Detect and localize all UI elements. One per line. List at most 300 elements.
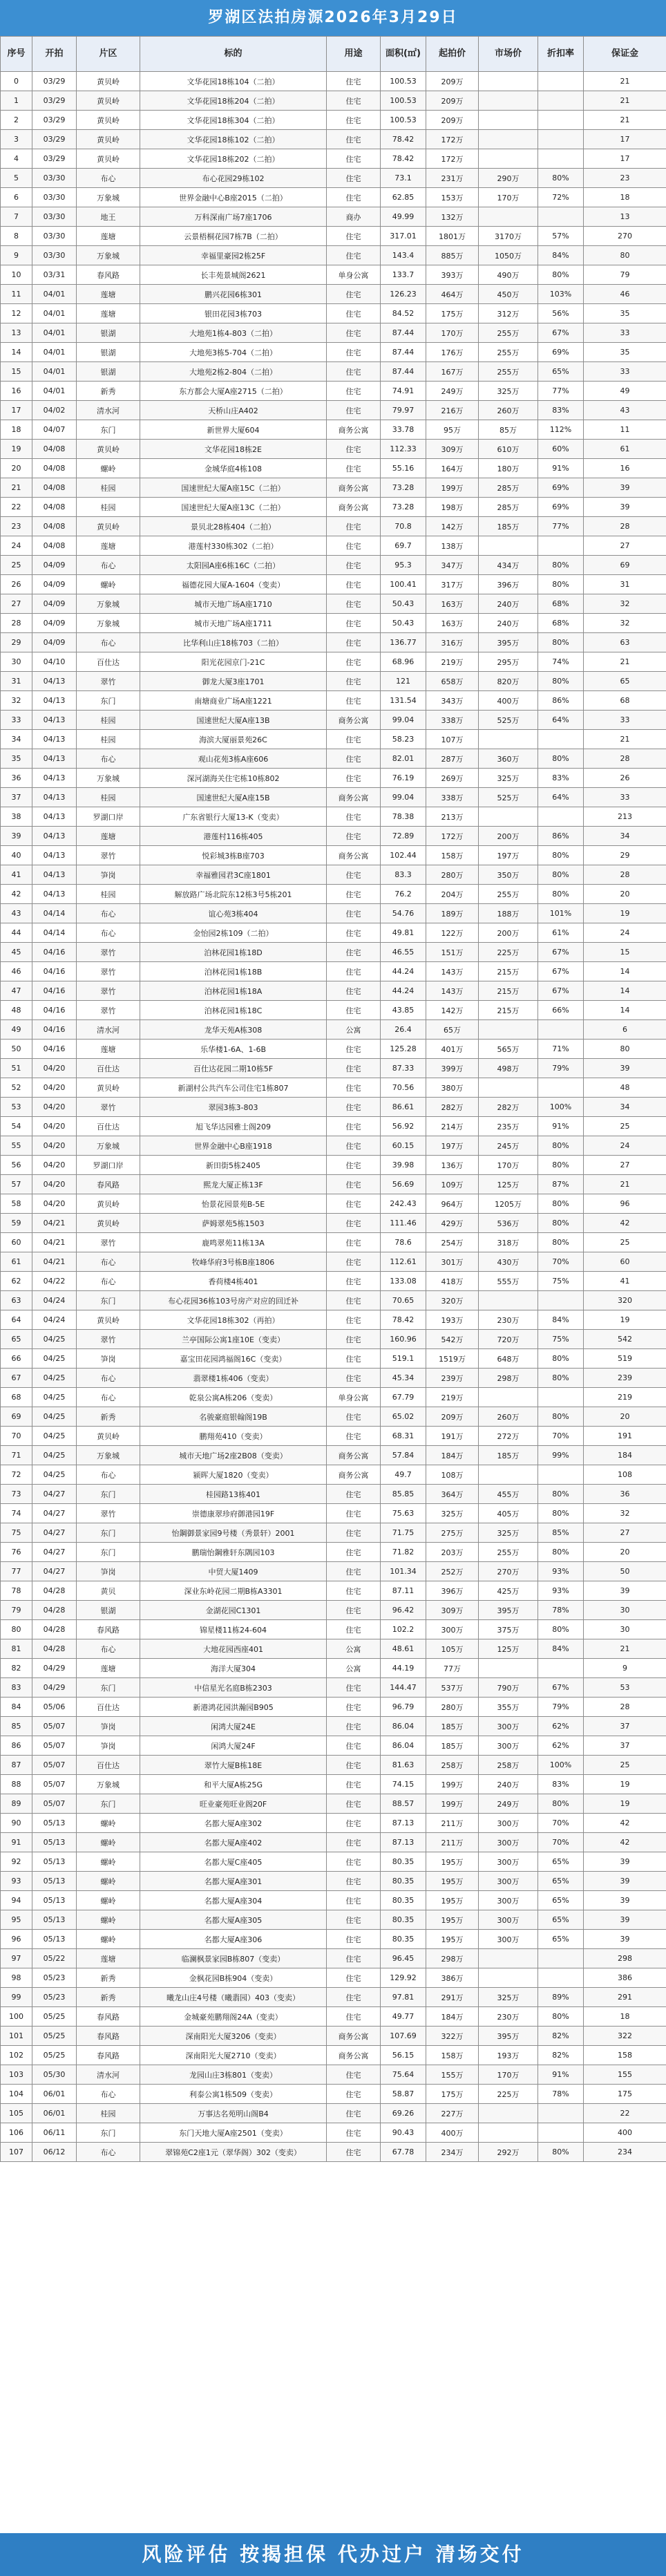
cell-index: 85 [1,1717,32,1736]
cell-discount [538,1949,584,1968]
cell-area: 67.78 [381,2143,426,2162]
table-row [1,1736,666,1756]
cell-discount: 75% [538,1330,584,1349]
cell-market-price: 285万 [479,478,538,498]
cell-market-price [479,91,538,111]
table-row [1,827,666,846]
table-row [1,2007,666,2027]
cell-district: 莲塘 [77,227,140,246]
cell-market-price: 285万 [479,498,538,517]
cell-deposit: 542 [584,1330,666,1349]
cell-discount [538,730,584,749]
cell-date: 04/20 [32,1117,77,1136]
cell-deposit: 298 [584,1949,666,1968]
cell-target: 中信星光名庭B栋2303 [140,1678,327,1698]
cell-district: 黄贝岭 [77,440,140,459]
cell-area: 62.85 [381,188,426,207]
cell-target: 利泰公寓1栋509（变卖） [140,2085,327,2104]
table-row [1,1291,666,1310]
cell-market-price: 255万 [479,362,538,382]
cell-target: 金湖花园C1301 [140,1601,327,1620]
cell-market-price: 255万 [479,885,538,904]
cell-market-price [479,2123,538,2143]
cell-index: 99 [1,1988,32,2007]
cell-market-price: 230万 [479,1310,538,1330]
cell-deposit: 19 [584,1794,666,1814]
cell-start-price: 204万 [426,885,479,904]
cell-index: 2 [1,111,32,130]
cell-district: 桂园 [77,730,140,749]
cell-index: 45 [1,943,32,962]
cell-discount [538,1388,584,1407]
cell-date: 04/09 [32,556,77,575]
cell-district: 新秀 [77,1968,140,1988]
cell-index: 42 [1,885,32,904]
cell-market-price [479,1949,538,1968]
cell-area: 87.44 [381,362,426,382]
cell-date: 04/13 [32,846,77,865]
cell-start-price: 280万 [426,1698,479,1717]
cell-date: 03/30 [32,227,77,246]
cell-district: 银湖 [77,343,140,362]
cell-usage: 单身公寓 [327,1388,381,1407]
cell-start-price: 258万 [426,1756,479,1775]
cell-market-price: 188万 [479,904,538,923]
table-row [1,246,666,265]
table-row [1,1523,666,1543]
cell-district: 东门 [77,1485,140,1504]
cell-target: 泊林花园1栋18D [140,943,327,962]
cell-area: 26.4 [381,1020,426,1040]
cell-area: 100.53 [381,91,426,111]
cell-deposit: 68 [584,691,666,711]
cell-start-price: 203万 [426,1543,479,1562]
cell-district: 布心 [77,749,140,769]
cell-start-price: 291万 [426,1988,479,2007]
table-row [1,2123,666,2143]
cell-index: 65 [1,1330,32,1349]
cell-target: 金城豪苑鹏翔阁24A（变卖） [140,2007,327,2027]
cell-market-price: 312万 [479,304,538,323]
cell-usage: 住宅 [327,1543,381,1562]
cell-index: 80 [1,1620,32,1639]
cell-area: 121 [381,672,426,691]
cell-target: 文华花园18栋102（二拍） [140,130,327,149]
table-row [1,1562,666,1581]
cell-district: 莲塘 [77,1040,140,1059]
cell-discount [538,72,584,91]
cell-deposit: 32 [584,614,666,633]
cell-usage: 住宅 [327,1098,381,1117]
cell-target: 太阳园A座6栋16C（二拍） [140,556,327,575]
cell-deposit: 400 [584,2123,666,2143]
cell-district: 春风路 [77,1175,140,1194]
cell-index: 31 [1,672,32,691]
cell-market-price [479,149,538,169]
cell-index: 51 [1,1059,32,1078]
cell-area: 133.08 [381,1272,426,1291]
cell-area: 72.89 [381,827,426,846]
cell-date: 04/16 [32,981,77,1001]
cell-index: 40 [1,846,32,865]
cell-start-price: 213万 [426,807,479,827]
cell-deposit: 519 [584,1349,666,1369]
table-row [1,943,666,962]
cell-area: 317.01 [381,227,426,246]
cell-discount: 65% [538,1852,584,1872]
cell-area: 76.2 [381,885,426,904]
cell-start-price: 316万 [426,633,479,652]
cell-market-price: 1050万 [479,246,538,265]
table-row [1,769,666,788]
cell-usage: 住宅 [327,130,381,149]
cell-area: 86.61 [381,1098,426,1117]
cell-district: 翠竹 [77,1233,140,1252]
cell-index: 47 [1,981,32,1001]
cell-target: 金枫花园B栋904（变卖） [140,1968,327,1988]
cell-area: 46.55 [381,943,426,962]
cell-usage: 住宅 [327,2085,381,2104]
cell-district: 螺岭 [77,1891,140,1910]
cell-district: 百仕达 [77,1698,140,1717]
cell-target: 龙园山庄3栋801（变卖） [140,2065,327,2085]
cell-district: 春风路 [77,265,140,285]
cell-deposit: 42 [584,1833,666,1852]
cell-market-price: 820万 [479,672,538,691]
cell-usage: 住宅 [327,382,381,401]
cell-district: 新秀 [77,382,140,401]
cell-market-price: 434万 [479,556,538,575]
cell-date: 04/01 [32,323,77,343]
cell-deposit: 32 [584,594,666,614]
cell-index: 24 [1,536,32,556]
cell-deposit: 36 [584,1485,666,1504]
cell-discount [538,111,584,130]
cell-start-price: 193万 [426,1310,479,1330]
cell-district: 布心 [77,1388,140,1407]
cell-target: 翠园3栋3-803 [140,1098,327,1117]
cell-date: 04/09 [32,575,77,594]
col-header-date: 开拍 [32,37,77,72]
cell-index: 71 [1,1446,32,1465]
cell-start-price: 158万 [426,2046,479,2065]
cell-discount: 64% [538,711,584,730]
cell-index: 37 [1,788,32,807]
cell-index: 66 [1,1349,32,1369]
cell-area: 49.81 [381,923,426,943]
cell-area: 87.13 [381,1833,426,1852]
cell-discount [538,807,584,827]
cell-target: 文华花园18栋202（二拍） [140,149,327,169]
cell-start-price: 142万 [426,1001,479,1020]
cell-market-price: 375万 [479,1620,538,1639]
cell-discount: 80% [538,265,584,285]
cell-area: 80.35 [381,1872,426,1891]
cell-district: 东门 [77,1678,140,1698]
table-row [1,1891,666,1910]
cell-usage: 住宅 [327,1427,381,1446]
cell-target: 深业东岭花园二期B栋A3301 [140,1581,327,1601]
cell-market-price [479,1968,538,1988]
cell-index: 88 [1,1775,32,1794]
cell-deposit: 33 [584,711,666,730]
cell-target: 新世界大厦604 [140,420,327,440]
cell-area: 55.16 [381,459,426,478]
cell-usage: 住宅 [327,1194,381,1214]
table-row [1,1543,666,1562]
cell-district: 春风路 [77,2046,140,2065]
table-row [1,2104,666,2123]
cell-start-price: 400万 [426,2123,479,2143]
cell-date: 04/25 [32,1349,77,1369]
cell-target: 布心花园29栋102 [140,169,327,188]
cell-index: 64 [1,1310,32,1330]
cell-index: 90 [1,1814,32,1833]
cell-deposit: 21 [584,72,666,91]
cell-district: 黄贝岭 [77,517,140,536]
cell-start-price: 964万 [426,1194,479,1214]
cell-discount: 78% [538,1601,584,1620]
cell-area: 87.44 [381,343,426,362]
cell-target: 翠竹大厦B栋18E [140,1756,327,1775]
cell-market-price: 300万 [479,1891,538,1910]
cell-district: 莲塘 [77,827,140,846]
cell-date: 04/13 [32,885,77,904]
cell-start-price: 172万 [426,149,479,169]
cell-date: 04/25 [32,1427,77,1446]
cell-deposit: 213 [584,807,666,827]
table-row [1,169,666,188]
cell-area: 73.1 [381,169,426,188]
cell-area: 43.85 [381,1001,426,1020]
cell-usage: 住宅 [327,575,381,594]
cell-deposit: 291 [584,1988,666,2007]
cell-target: 比华利山庄18栋703（二拍） [140,633,327,652]
cell-target: 海洋大厦304 [140,1659,327,1678]
cell-date: 04/20 [32,1136,77,1156]
cell-usage: 住宅 [327,1910,381,1930]
table-row [1,691,666,711]
cell-deposit: 80 [584,246,666,265]
cell-date: 05/13 [32,1930,77,1949]
table-row [1,807,666,827]
cell-discount: 84% [538,246,584,265]
cell-start-price: 195万 [426,1930,479,1949]
cell-index: 70 [1,1427,32,1446]
cell-discount: 79% [538,1059,584,1078]
table-row [1,149,666,169]
cell-district: 笋岗 [77,865,140,885]
cell-district: 清水河 [77,401,140,420]
cell-start-price: 216万 [426,401,479,420]
cell-area: 60.15 [381,1136,426,1156]
cell-target: 名都大厦A座305 [140,1910,327,1930]
cell-index: 101 [1,2027,32,2046]
cell-target: 怡景花园景苑B-5E [140,1194,327,1214]
cell-start-price: 231万 [426,169,479,188]
cell-start-price: 195万 [426,1852,479,1872]
table-row [1,1427,666,1446]
col-header-index: 序号 [1,37,32,72]
cell-index: 94 [1,1891,32,1910]
table-row [1,1833,666,1852]
cell-deposit: 30 [584,1601,666,1620]
cell-district: 东门 [77,1543,140,1562]
table-row [1,711,666,730]
cell-target: 万事达名苑明山阁B4 [140,2104,327,2123]
cell-start-price: 219万 [426,1388,479,1407]
cell-usage: 住宅 [327,1775,381,1794]
cell-market-price: 125万 [479,1639,538,1659]
table-row [1,498,666,517]
cell-start-price: 300万 [426,1620,479,1639]
cell-deposit: 33 [584,362,666,382]
table-row [1,1968,666,1988]
cell-discount: 91% [538,459,584,478]
cell-target: 城市天地广场A座1711 [140,614,327,633]
table-row [1,111,666,130]
cell-discount [538,1291,584,1310]
cell-usage: 商务公寓 [327,711,381,730]
cell-date: 04/13 [32,749,77,769]
cell-market-price: 355万 [479,1698,538,1717]
cell-discount: 67% [538,981,584,1001]
cell-deposit: 13 [584,207,666,227]
cell-discount: 80% [538,169,584,188]
cell-target: 大地苑2栋2-804（二拍） [140,362,327,382]
cell-deposit: 24 [584,1136,666,1156]
cell-usage: 住宅 [327,149,381,169]
cell-usage: 住宅 [327,1156,381,1175]
cell-district: 罗湖口岸 [77,1156,140,1175]
cell-district: 桂园 [77,478,140,498]
col-header-deposit: 保证金 [584,37,666,72]
table-row [1,343,666,362]
cell-market-price: 565万 [479,1040,538,1059]
cell-discount [538,1659,584,1678]
cell-area: 87.11 [381,1581,426,1601]
cell-deposit: 175 [584,2085,666,2104]
cell-start-price: 185万 [426,1736,479,1756]
cell-area: 70.8 [381,517,426,536]
cell-discount: 80% [538,1194,584,1214]
cell-district: 新秀 [77,1988,140,2007]
cell-area: 67.79 [381,1388,426,1407]
cell-index: 100 [1,2007,32,2027]
cell-deposit: 60 [584,1252,666,1272]
cell-market-price [479,1388,538,1407]
table-row [1,730,666,749]
cell-area: 68.96 [381,652,426,672]
cell-index: 52 [1,1078,32,1098]
cell-target: 城市天地广场A座1710 [140,594,327,614]
cell-target: 幸福雅园君3C座1801 [140,865,327,885]
cell-index: 4 [1,149,32,169]
cell-deposit: 17 [584,149,666,169]
cell-discount: 62% [538,1736,584,1756]
cell-start-price: 380万 [426,1078,479,1098]
cell-index: 86 [1,1736,32,1756]
cell-deposit: 26 [584,769,666,788]
cell-target: 临澜枫景家园B栋807（变卖） [140,1949,327,1968]
cell-target: 名都大厦A座302 [140,1814,327,1833]
cell-target: 银田花园3栋703 [140,304,327,323]
cell-market-price [479,730,538,749]
cell-target: 牧峰华府3号栋B座1806 [140,1252,327,1272]
cell-area: 80.35 [381,1852,426,1872]
table-row [1,885,666,904]
cell-date: 05/22 [32,1949,77,1968]
cell-district: 螺岭 [77,575,140,594]
cell-deposit: 39 [584,1059,666,1078]
cell-target: 港莲村330栋302（二拍） [140,536,327,556]
cell-date: 06/01 [32,2104,77,2123]
cell-date: 04/13 [32,672,77,691]
cell-index: 93 [1,1872,32,1891]
cell-usage: 商务公寓 [327,788,381,807]
cell-discount: 91% [538,1117,584,1136]
cell-area: 50.43 [381,594,426,614]
cell-date: 04/28 [32,1581,77,1601]
cell-market-price: 282万 [479,1098,538,1117]
cell-target: 文华花园18栋204（二拍） [140,91,327,111]
cell-index: 30 [1,652,32,672]
table-row [1,1369,666,1388]
cell-area: 129.92 [381,1968,426,1988]
cell-start-price: 158万 [426,846,479,865]
cell-target: 闲鸿大厦24E [140,1717,327,1736]
cell-index: 54 [1,1117,32,1136]
cell-usage: 住宅 [327,304,381,323]
cell-discount: 75% [538,1272,584,1291]
cell-date: 05/23 [32,1968,77,1988]
cell-index: 61 [1,1252,32,1272]
cell-index: 60 [1,1233,32,1252]
cell-discount: 100% [538,1098,584,1117]
cell-market-price: 170万 [479,1156,538,1175]
cell-start-price: 172万 [426,130,479,149]
cell-date: 04/29 [32,1659,77,1678]
cell-district: 东门 [77,691,140,711]
cell-target: 云景梧桐花园7栋7B（二拍） [140,227,327,246]
cell-market-price: 260万 [479,401,538,420]
cell-area: 69.7 [381,536,426,556]
cell-deposit: 31 [584,575,666,594]
cell-market-price: 395万 [479,1601,538,1620]
cell-district: 布心 [77,1272,140,1291]
cell-date: 04/09 [32,594,77,614]
cell-index: 97 [1,1949,32,1968]
cell-discount: 69% [538,343,584,362]
table-row [1,1349,666,1369]
cell-area: 39.98 [381,1156,426,1175]
table-row [1,323,666,343]
table-row [1,1678,666,1698]
cell-market-price: 240万 [479,1775,538,1794]
table-row [1,1117,666,1136]
cell-district: 黄贝岭 [77,1310,140,1330]
cell-start-price: 185万 [426,1717,479,1736]
table-row [1,672,666,691]
cell-deposit: 30 [584,1620,666,1639]
cell-start-price: 195万 [426,1891,479,1910]
cell-index: 57 [1,1175,32,1194]
page-title: 罗湖区法拍房源2026年3月29日 [0,0,666,36]
cell-date: 04/27 [32,1523,77,1543]
cell-start-price: 109万 [426,1175,479,1194]
cell-discount [538,207,584,227]
cell-area: 49.77 [381,2007,426,2027]
